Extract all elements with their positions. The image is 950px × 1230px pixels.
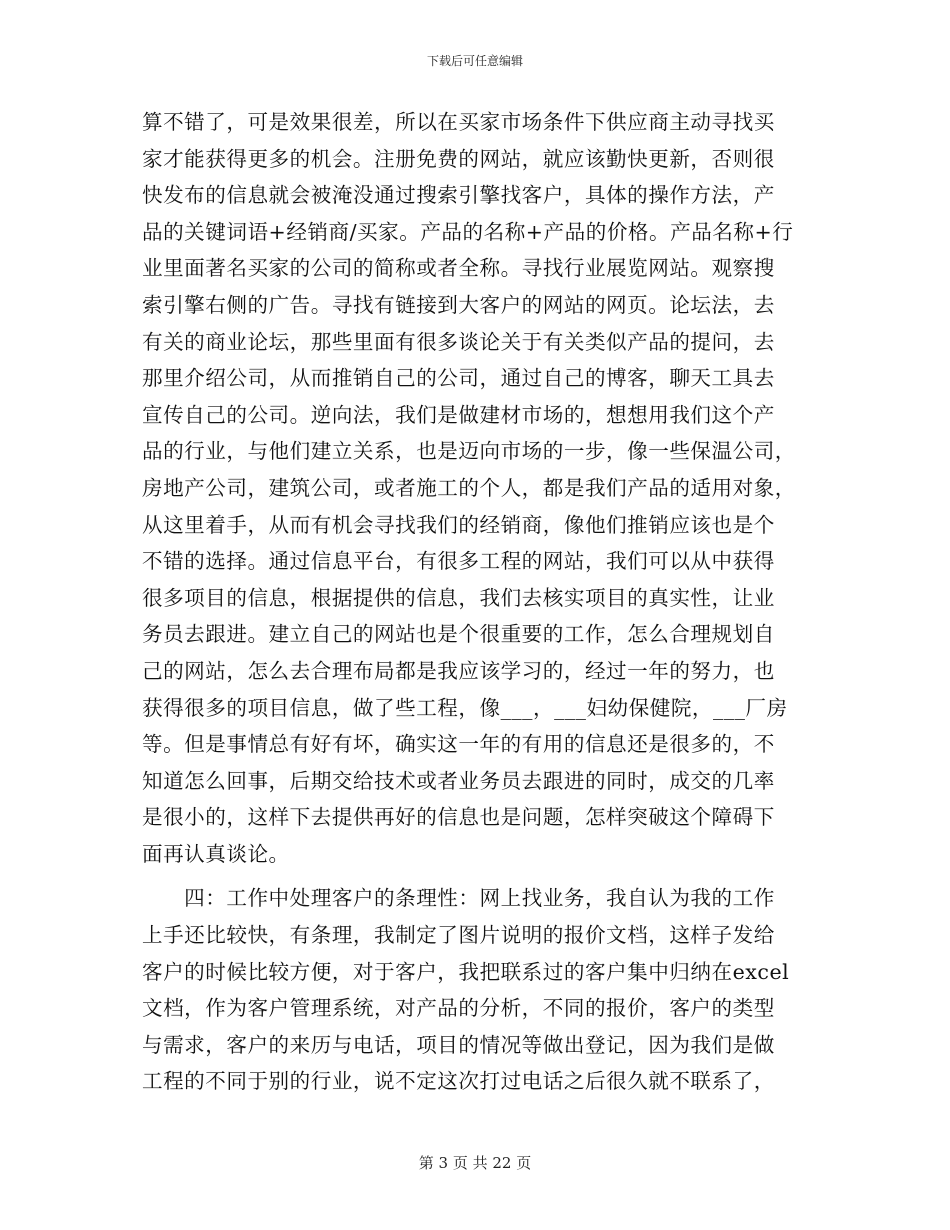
text-line: 与需求，客户的来历与电话，项目的情况等做出登记，因为我们是做 — [142, 1032, 775, 1057]
text-line: 四：工作中处理客户的条理性：网上找业务，我自认为我的工作 — [142, 886, 775, 911]
text-line: 上手还比较快，有条理，我制定了图片说明的报价文档，这样子发给 — [142, 923, 775, 948]
text-line: 不错的选择。通过信息平台，有很多工程的网站，我们可以从中获得 — [142, 549, 775, 574]
text-line: 快发布的信息就会被淹没通过搜索引擎找客户，具体的操作方法，产 — [142, 183, 775, 208]
text-line: 己的网站，怎么去合理布局都是我应该学习的，经过一年的努力，也 — [142, 658, 775, 683]
text-line: 务员去跟进。建立自己的网站也是个很重要的工作，怎么合理规划自 — [142, 622, 775, 647]
text-line: 有关的商业论坛，那些里面有很多谈论关于有关类似产品的提问，去 — [142, 329, 775, 354]
text-line: 很多项目的信息，根据提供的信息，我们去核实项目的真实性，让业 — [142, 585, 775, 610]
text-line: 文档，作为客户管理系统，对产品的分析，不同的报价，客户的类型 — [142, 996, 775, 1021]
text-line: 家才能获得更多的机会。注册免费的网站，就应该勤快更新，否则很 — [142, 146, 775, 171]
page-header-note: 下载后可任意编辑 — [426, 54, 523, 68]
text-line: 是很小的，这样下去提供再好的信息也是问题，怎样突破这个障碍下 — [142, 805, 775, 830]
paragraph-gap — [142, 872, 810, 880]
text-line: 等。但是事情总有好有坏，确实这一年的有用的信息还是很多的，不 — [142, 732, 775, 757]
text-line: 知道怎么回事，后期交给技术或者业务员去跟进的同时，成交的几率 — [142, 768, 775, 793]
page-number: 第 3 页 共 22 页 — [418, 1154, 532, 1172]
paragraph-2 — [142, 880, 810, 1100]
text-line: 索引擎右侧的广告。寻找有链接到大客户的网站的网页。论坛法，去 — [142, 292, 775, 317]
text-line: 品的行业，与他们建立关系，也是迈向市场的一步，像一些保温公司， — [142, 439, 796, 464]
text-line: 品的关键词语+经销商/买家。产品的名称+产品的价格。产品名称+行 — [142, 219, 794, 244]
text-line: 房地产公司，建筑公司，或者施工的个人，都是我们产品的适用对象， — [142, 475, 796, 500]
text-line: 从这里着手，从而有机会寻找我们的经销商，像他们推销应该也是个 — [142, 512, 775, 537]
paragraph-1 — [142, 104, 810, 872]
text-line: 获得很多的项目信息，做了些工程，像___，___妇幼保健院，___厂房 — [142, 695, 788, 720]
text-line: 客户的时候比较方便，对于客户，我把联系过的客户集中归纳在excel — [142, 959, 790, 984]
document-body — [142, 104, 810, 1100]
text-line: 算不错了，可是效果很差，所以在买家市场条件下供应商主动寻找买 — [142, 110, 775, 134]
text-line: 那里介绍公司，从而推销自己的公司，通过自己的博客，聊天工具去 — [142, 366, 775, 391]
text-line: 面再认真谈论。 — [142, 841, 290, 866]
text-line: 业里面著名买家的公司的简称或者全称。寻找行业展览网站。观察搜 — [142, 256, 775, 281]
text-line: 工程的不同于别的行业，说不定这次打过电话之后很久就不联系了， — [142, 1069, 775, 1094]
text-line: 宣传自己的公司。逆向法，我们是做建材市场的，想想用我们这个产 — [142, 402, 775, 427]
